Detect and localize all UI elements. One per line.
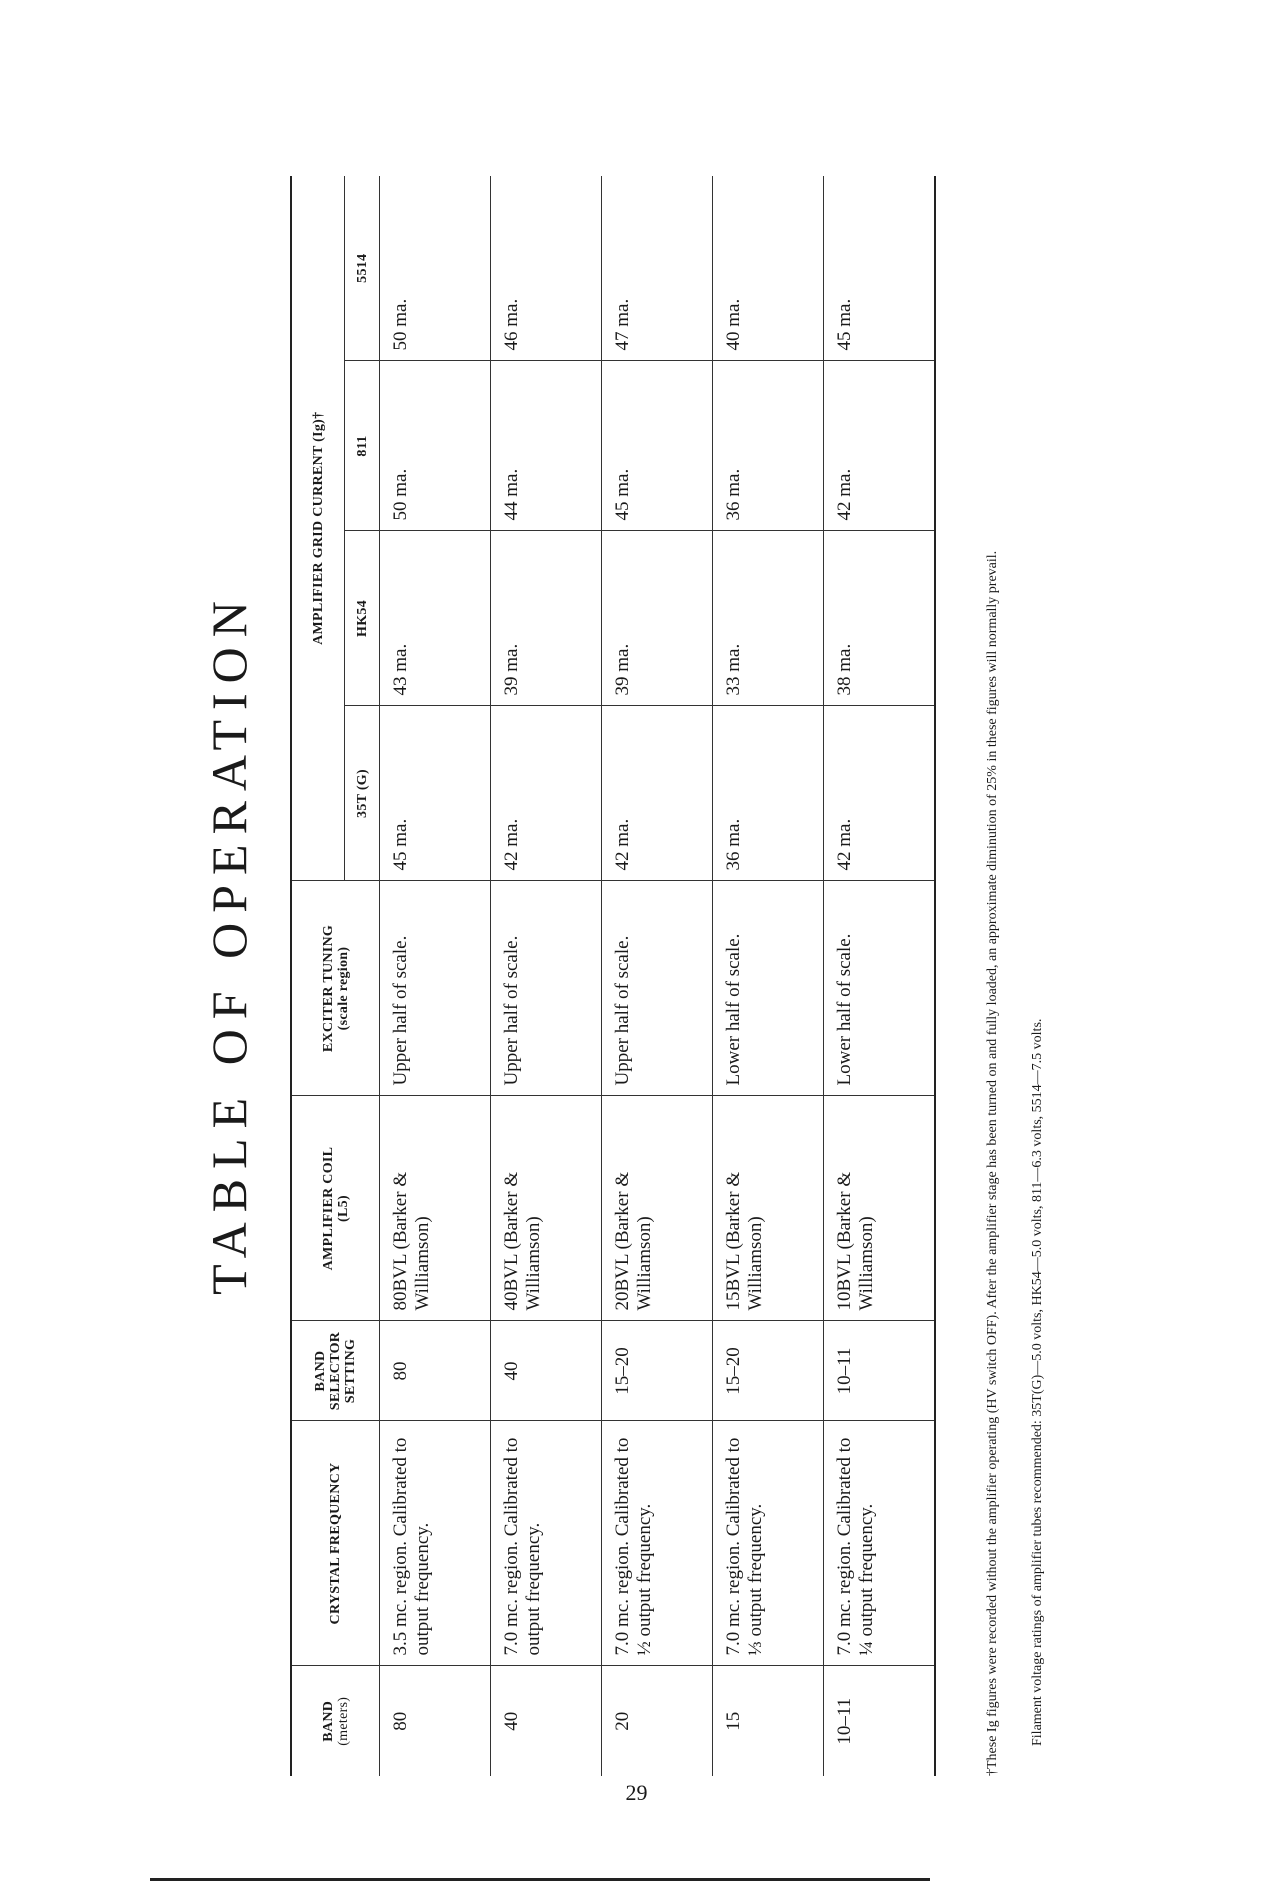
header-band-selector: BAND SELECTOR SETTING xyxy=(291,1321,380,1421)
cell-exciter: Upper half of scale. xyxy=(602,881,713,1096)
header-amplifier-coil xyxy=(291,1096,380,1321)
cell-coil: 20BVL (Barker & Williamson) xyxy=(602,1096,713,1321)
table-header xyxy=(291,176,380,1776)
header-grid-current-group: AMPLIFIER GRID CURRENT (Ig)† xyxy=(291,176,345,881)
header-band-label: BAND xyxy=(320,1700,336,1742)
cell-5514: 47 ma. xyxy=(602,176,713,361)
header-crystal-frequency: CRYSTAL FREQUENCY xyxy=(291,1421,380,1666)
cell-5514: 50 ma. xyxy=(380,176,491,361)
table-row xyxy=(824,176,935,1776)
page-title: TABLE OF OPERATION xyxy=(201,591,257,1295)
cell-crystal: 3.5 mc. region. Calibrated to output frequency. xyxy=(380,1421,491,1666)
cell-crystal: 7.0 mc. region. Calibrated to ⅓ output frequency. xyxy=(713,1421,824,1666)
header-coil-label: AMPLIFIER COIL xyxy=(320,1146,336,1271)
cell-coil: 10BVL (Barker & Williamson) xyxy=(824,1096,935,1321)
cell-35t: 45 ma. xyxy=(380,706,491,881)
header-exciter-sub: (scale region) xyxy=(335,946,351,1031)
cell-5514: 40 ma. xyxy=(713,176,824,361)
header-tube-35t: 35T (G) xyxy=(345,706,380,881)
cell-hk54: 39 ma. xyxy=(602,531,713,706)
cell-35t: 42 ma. xyxy=(824,706,935,881)
header-exciter-label: EXCITER TUNING xyxy=(320,924,336,1053)
cell-band: 15 xyxy=(713,1666,824,1776)
cell-hk54: 33 ma. xyxy=(713,531,824,706)
cell-selector: 80 xyxy=(380,1321,491,1421)
cell-crystal: 7.0 mc. region. Calibrated to ½ output frequency. xyxy=(602,1421,713,1666)
bottom-rule xyxy=(150,1878,930,1881)
table-row xyxy=(713,176,824,1776)
cell-35t: 36 ma. xyxy=(713,706,824,881)
table-row xyxy=(380,176,491,1776)
cell-811: 44 ma. xyxy=(491,361,602,531)
cell-coil: 80BVL (Barker & Williamson) xyxy=(380,1096,491,1321)
cell-exciter: Lower half of scale. xyxy=(713,881,824,1096)
cell-5514: 46 ma. xyxy=(491,176,602,361)
header-band-unit: (meters) xyxy=(335,1696,351,1746)
cell-35t: 42 ma. xyxy=(491,706,602,881)
footnote: †These Ig figures were recorded without the amplifier operating (HV switch OFF). After the amplifier stage has been turned on and fully loaded, an approximate diminution of 25% in these figures will normally prevail. xyxy=(985,550,1000,1776)
header-band xyxy=(291,1666,380,1776)
cell-selector: 15–20 xyxy=(713,1321,824,1421)
cell-band: 80 xyxy=(380,1666,491,1776)
cell-35t: 42 ma. xyxy=(602,706,713,881)
cell-exciter: Lower half of scale. xyxy=(824,881,935,1096)
cell-coil: 40BVL (Barker & Williamson) xyxy=(491,1096,602,1321)
header-tube-5514: 5514 xyxy=(345,176,380,361)
table-row xyxy=(491,176,602,1776)
cell-exciter: Upper half of scale. xyxy=(491,881,602,1096)
cell-hk54: 38 ma. xyxy=(824,531,935,706)
cell-selector: 40 xyxy=(491,1321,602,1421)
table-body xyxy=(380,176,935,1776)
cell-811: 45 ma. xyxy=(602,361,713,531)
page-number: 29 xyxy=(625,1780,648,1805)
cell-hk54: 39 ma. xyxy=(491,531,602,706)
cell-selector: 15–20 xyxy=(602,1321,713,1421)
cell-band: 10–11 xyxy=(824,1666,935,1776)
cell-5514: 45 ma. xyxy=(824,176,935,361)
cell-811: 50 ma. xyxy=(380,361,491,531)
header-tube-hk54: HK54 xyxy=(345,531,380,706)
cell-band: 40 xyxy=(491,1666,602,1776)
cell-crystal: 7.0 mc. region. Calibrated to output frequency. xyxy=(491,1421,602,1666)
cell-exciter: Upper half of scale. xyxy=(380,881,491,1096)
cell-crystal: 7.0 mc. region. Calibrated to ¼ output frequency. xyxy=(824,1421,935,1666)
header-coil-sub: (L5) xyxy=(335,1195,351,1222)
operation-table xyxy=(290,176,936,1776)
header-tube-811: 811 xyxy=(345,361,380,531)
filament-note: Filament voltage ratings of amplifier tubes recommended: 35T(G)—5.0 volts, HK54—5.0 volts, 811—6.3 volts, 5514—7.5 volts. xyxy=(1030,1018,1045,1746)
cell-811: 36 ma. xyxy=(713,361,824,531)
cell-band: 20 xyxy=(602,1666,713,1776)
cell-hk54: 43 ma. xyxy=(380,531,491,706)
cell-811: 42 ma. xyxy=(824,361,935,531)
header-exciter-tuning xyxy=(291,881,380,1096)
table-row xyxy=(602,176,713,1776)
cell-selector: 10–11 xyxy=(824,1321,935,1421)
cell-coil: 15BVL (Barker & Williamson) xyxy=(713,1096,824,1321)
